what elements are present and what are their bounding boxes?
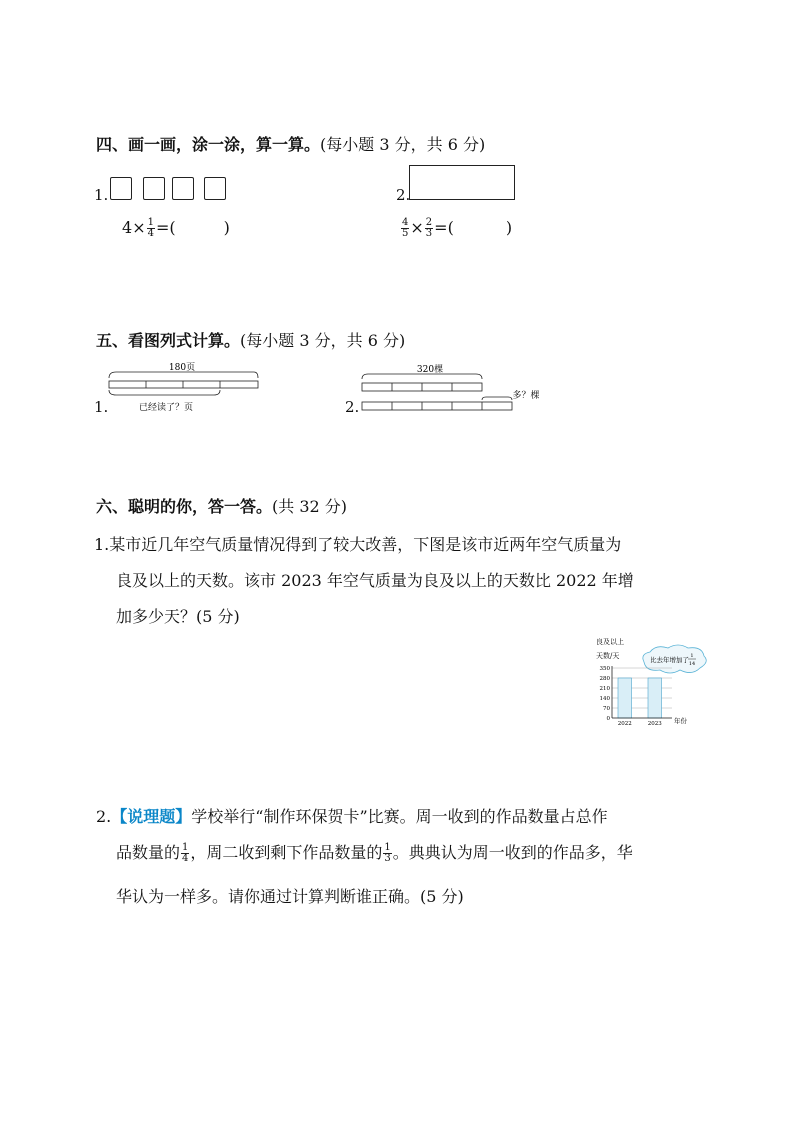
chart-ylabel: 天数/天 xyxy=(596,652,620,660)
q6-2-line1 xyxy=(96,804,608,827)
q4-2-expression xyxy=(400,218,512,239)
q6-1-line1: 1.某市近几年空气质量情况得到了较大改善，下图是该市近两年空气质量为 xyxy=(94,535,622,554)
fraction-1-3 xyxy=(383,843,391,864)
cloud-text: 比去年增加了 xyxy=(650,656,689,664)
numerator: 2 xyxy=(425,217,433,228)
denominator: 3 xyxy=(425,228,433,239)
y-tick-label: 280 xyxy=(599,676,610,682)
x-tick-label: 2023 xyxy=(647,721,662,727)
close-paren: ) xyxy=(223,218,230,237)
fraction-square-2[interactable] xyxy=(143,177,165,200)
equals-open: =( xyxy=(434,218,454,237)
total-label: 320棵 xyxy=(416,365,444,375)
q5-2-number: 2. xyxy=(345,398,360,416)
segment-bar xyxy=(109,381,258,388)
fraction-square-4[interactable] xyxy=(204,177,226,200)
times-sign: × xyxy=(132,218,146,237)
chart-title: 良及以上 xyxy=(596,638,624,646)
section5-heading xyxy=(96,328,405,351)
section6-score: (共 32 分) xyxy=(272,497,348,516)
q6-2-line3: 华认为一样多。请你通过计算判断谁正确。(5 分) xyxy=(116,887,464,906)
denominator: 5 xyxy=(402,228,409,239)
segment-diagram-1 xyxy=(104,360,264,418)
section4-title: 四、画一画，涂一涂，算一算。 xyxy=(96,135,321,154)
bar-2022 xyxy=(618,678,632,718)
y-tick-label: 0 xyxy=(606,716,610,722)
q4-1-number: 1. xyxy=(94,186,109,204)
times-sign: × xyxy=(410,218,424,237)
chart-yticks xyxy=(600,666,611,722)
y-tick-label: 350 xyxy=(599,666,610,672)
y-tick-label: 210 xyxy=(599,686,610,692)
x-tick-label: 2022 xyxy=(617,721,632,727)
numerator: 1 xyxy=(147,217,154,228)
q6-2-line2-b: ，周二收到剩下作品数量的 xyxy=(190,843,383,862)
more-brace xyxy=(482,397,512,400)
q6-2-line1-text: 学校举行“制作环保贺卡”比赛。周一收到的作品数量占总作 xyxy=(191,807,608,826)
bar-2023 xyxy=(648,678,662,718)
q6-2-line2 xyxy=(116,840,633,864)
q4-2-number: 2. xyxy=(396,186,411,204)
fraction-4-5 xyxy=(401,218,409,239)
drawing-rectangle[interactable] xyxy=(409,165,515,200)
chart-xticks xyxy=(618,721,662,727)
bottom-bar xyxy=(362,402,512,410)
numerator: 4 xyxy=(402,217,409,228)
close-paren: ) xyxy=(505,218,513,237)
cloud-frac-numerator: 1 xyxy=(690,653,694,659)
fraction-square-1[interactable] xyxy=(110,177,132,200)
section4-heading xyxy=(96,132,485,155)
read-question-label: 已经读了？页 xyxy=(138,403,194,413)
denominator: 3 xyxy=(384,853,391,864)
q6-2-line2-c: 。典典认为周一收到的作品多，华 xyxy=(392,843,633,862)
section5-score: (每小题 3 分，共 6 分) xyxy=(240,331,406,350)
denominator: 4 xyxy=(182,853,189,864)
q6-2-line2-a: 品数量的 xyxy=(116,843,181,862)
reasoning-tag: 【说理题】 xyxy=(111,807,192,826)
q4-1-expression xyxy=(122,218,230,239)
denominator: 4 xyxy=(147,228,154,239)
section5-title: 五、看图列式计算。 xyxy=(96,331,241,350)
more-label: 多？棵 xyxy=(512,391,540,401)
fraction-1-4 xyxy=(147,218,155,239)
y-tick-label: 140 xyxy=(599,696,610,702)
y-tick-label: 70 xyxy=(603,706,610,712)
q6-2-number: 2. xyxy=(96,807,112,826)
numerator: 1 xyxy=(384,842,391,853)
read-brace xyxy=(109,390,220,395)
q6-1-line2: 良及以上的天数。该市 2023 年空气质量为良及以上的天数比 2022 年增 xyxy=(116,571,634,590)
total-label: 180页 xyxy=(168,363,196,373)
section4-score: (每小题 3 分，共 6 分) xyxy=(320,135,486,154)
q6-1-line3: 加多少天？(5 分) xyxy=(116,607,240,626)
section6-title: 六、聪明的你，答一答。 xyxy=(96,497,273,516)
equals-open: =( xyxy=(155,218,176,237)
q5-1-number: 1. xyxy=(94,398,109,416)
air-quality-bar-chart xyxy=(592,632,712,728)
cloud-frac-denominator: 14 xyxy=(688,661,696,667)
segment-diagram-2 xyxy=(356,360,556,418)
fraction-2-3 xyxy=(425,218,433,239)
section6-heading xyxy=(96,494,347,517)
fraction-1-4 xyxy=(181,843,189,864)
fraction-square-3[interactable] xyxy=(172,177,194,200)
chart-xlabel: 年份 xyxy=(674,717,687,725)
numerator: 1 xyxy=(182,842,189,853)
expr-whole: 4 xyxy=(122,218,133,237)
